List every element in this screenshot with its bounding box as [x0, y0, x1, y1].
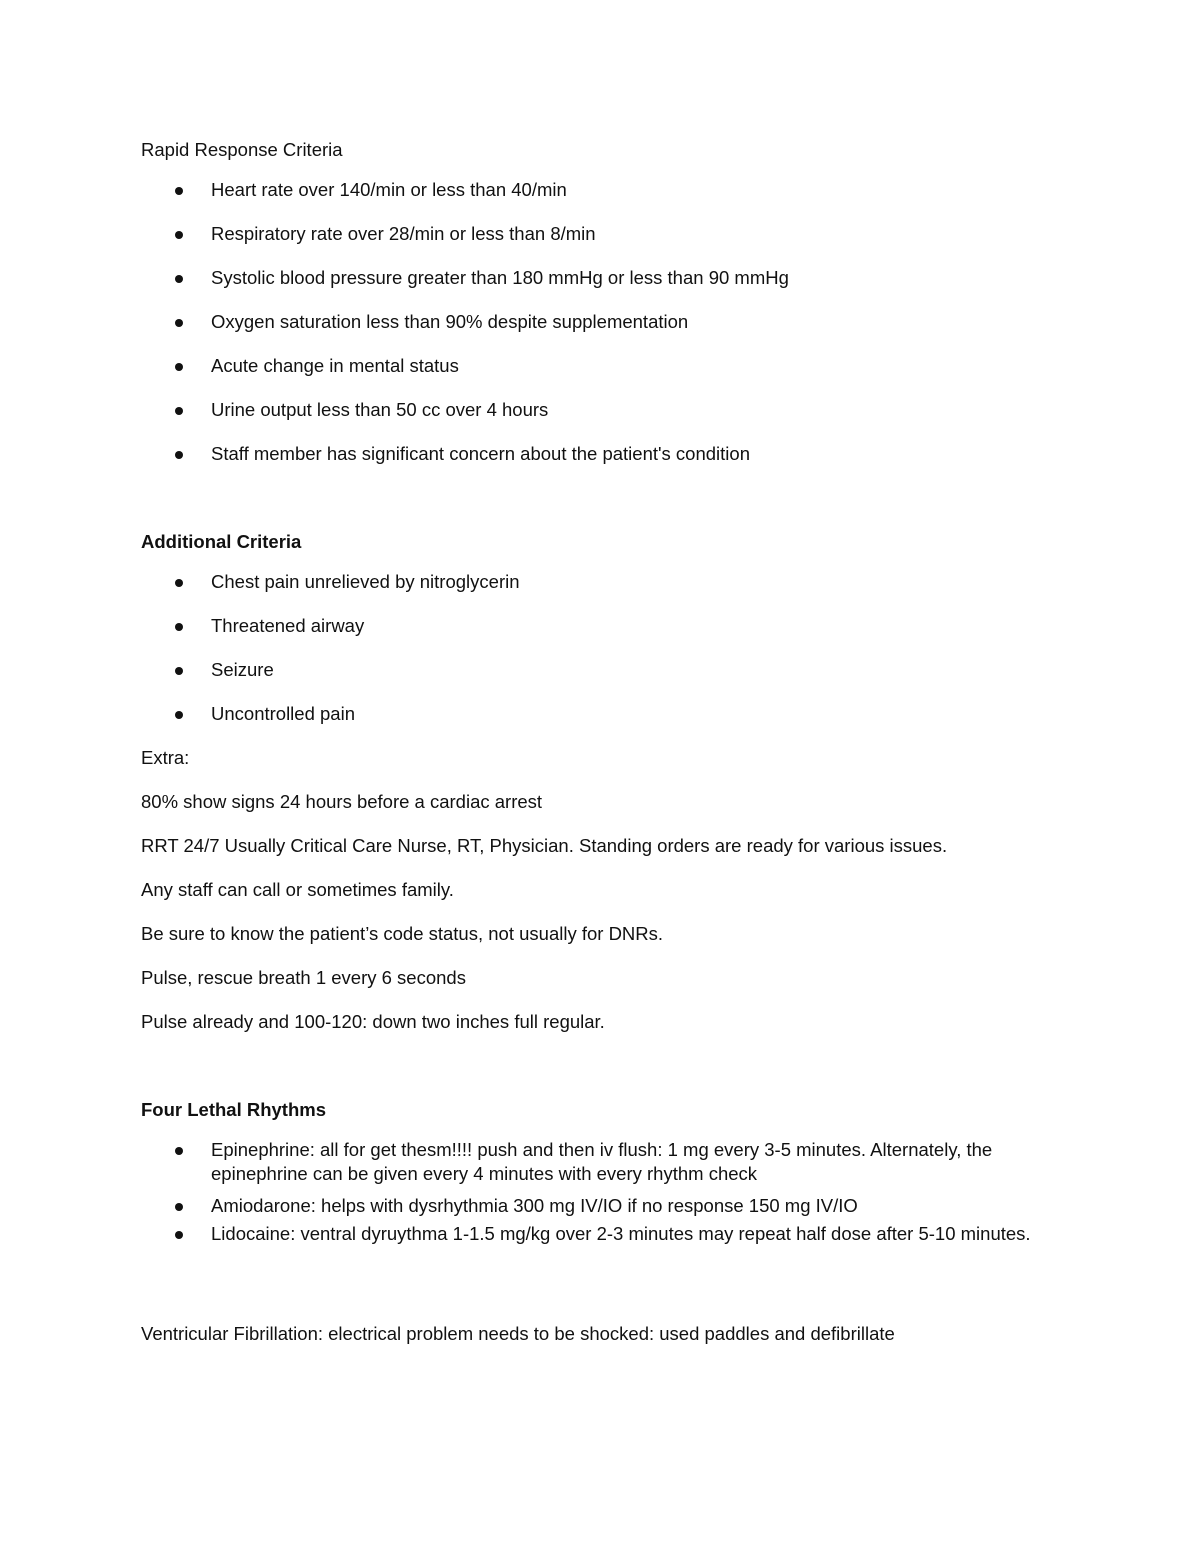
extra-paragraph: Any staff can call or sometimes family. — [141, 879, 454, 900]
bullet-icon — [175, 711, 183, 719]
list-item: Urine output less than 50 cc over 4 hours — [141, 398, 1061, 442]
spacer — [141, 486, 1061, 530]
lethal-rhythms-list — [141, 1138, 1061, 1278]
rapid-response-list — [141, 178, 1061, 486]
ventricular-fibrillation-paragraph: Ventricular Fibrillation: electrical problem needs to be shocked: used paddles and defibrillate — [141, 1323, 895, 1344]
list-item: Chest pain unrelieved by nitroglycerin — [141, 570, 1061, 614]
spacer — [141, 1278, 1061, 1322]
list-item: Acute change in mental status — [141, 354, 1061, 398]
bullet-icon — [175, 319, 183, 327]
extra-paragraph: 80% show signs 24 hours before a cardiac arrest — [141, 791, 543, 812]
extra-paragraph: RRT 24/7 Usually Critical Care Nurse, RT, Physician. Standing orders are ready for various issues. — [141, 835, 948, 856]
list-item: Lidocaine: ventral dyruythma 1-1.5 mg/kg over 2-3 minutes may repeat half dose after 5-10 minutes. — [141, 1222, 1061, 1278]
extra-paragraph: Pulse already and 100-120: down two inches full regular. — [141, 1011, 605, 1032]
spacer — [141, 1054, 1061, 1098]
list-item: Epinephrine: all for get thesm!!!! push and then iv flush: 1 mg every 3-5 minutes. Alternately, the epinephrine can be given every 4 minutes with every rhythm check — [141, 1138, 1061, 1194]
bullet-icon — [175, 187, 183, 195]
bullet-icon — [175, 1203, 183, 1211]
document-body — [141, 138, 1061, 1366]
bullet-icon — [175, 275, 183, 283]
bullet-icon — [175, 231, 183, 239]
bullet-icon — [175, 579, 183, 587]
extra-heading: Extra: — [141, 747, 190, 768]
bullet-icon — [175, 407, 183, 415]
list-item: Amiodarone: helps with dysrhythmia 300 mg IV/IO if no response 150 mg IV/IO — [141, 1194, 1061, 1222]
list-item: Respiratory rate over 28/min or less than 8/min — [141, 222, 1061, 266]
bullet-icon — [175, 451, 183, 459]
list-item: Heart rate over 140/min or less than 40/min — [141, 178, 1061, 222]
additional-criteria-list — [141, 570, 1061, 746]
list-item: Threatened airway — [141, 614, 1061, 658]
extra-paragraph: Pulse, rescue breath 1 every 6 seconds — [141, 967, 466, 988]
bullet-icon — [175, 1147, 183, 1155]
list-item: Uncontrolled pain — [141, 702, 1061, 746]
bullet-icon — [175, 1231, 183, 1239]
rapid-response-heading: Rapid Response Criteria — [141, 139, 343, 160]
list-item: Systolic blood pressure greater than 180 mmHg or less than 90 mmHg — [141, 266, 1061, 310]
four-lethal-rhythms-heading: Four Lethal Rhythms — [141, 1099, 327, 1120]
bullet-icon — [175, 363, 183, 371]
bullet-icon — [175, 667, 183, 675]
list-item: Seizure — [141, 658, 1061, 702]
additional-criteria-heading: Additional Criteria — [141, 531, 302, 552]
list-item: Oxygen saturation less than 90% despite supplementation — [141, 310, 1061, 354]
list-item: Staff member has significant concern about the patient's condition — [141, 442, 1061, 486]
bullet-icon — [175, 623, 183, 631]
extra-paragraph: Be sure to know the patient’s code status, not usually for DNRs. — [141, 923, 664, 944]
